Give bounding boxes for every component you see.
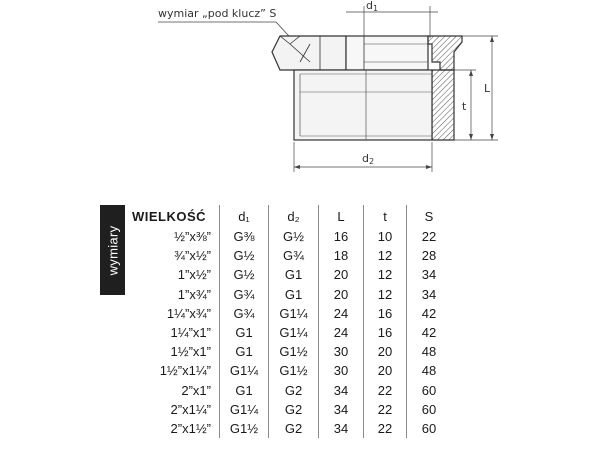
- hex-head-left: [272, 36, 346, 70]
- d2-label: d2: [362, 152, 375, 166]
- cell-d1: G1: [220, 381, 269, 400]
- cell-d2: G2: [269, 381, 319, 400]
- cell-s: 60: [421, 420, 437, 436]
- cell-d1: G1: [220, 323, 269, 342]
- side-tab-label: wymiary: [105, 225, 121, 275]
- header-d1: d₁: [220, 205, 269, 227]
- cell-t: 10: [364, 227, 407, 246]
- table-row: [128, 381, 451, 400]
- table-row: [128, 323, 451, 342]
- header-s: S: [424, 208, 434, 224]
- table-row: [128, 361, 451, 380]
- cell-s: 22: [421, 229, 437, 245]
- cell-l: 16: [319, 227, 364, 246]
- cell-l: 34: [319, 400, 364, 419]
- cell-t: 22: [364, 419, 407, 438]
- cell-d1: G1¼: [220, 400, 269, 419]
- cell-size: 1¼”x¾”: [128, 304, 220, 323]
- cell-t: 12: [364, 265, 407, 284]
- table-body: [128, 227, 451, 438]
- table-row: [128, 304, 451, 323]
- cell-size: 1½”x1”: [128, 342, 220, 361]
- L-arrow-bottom: [490, 134, 494, 140]
- cell-d2: G½: [269, 227, 319, 246]
- table-row: [128, 227, 451, 246]
- cell-d1: G¾: [220, 304, 269, 323]
- cell-s: 48: [421, 363, 437, 379]
- cell-d2: G1½: [269, 361, 319, 380]
- cell-d2: G1: [269, 285, 319, 304]
- table-row: [128, 246, 451, 265]
- d1-label: d1: [366, 0, 379, 13]
- cell-size: 1”x½”: [128, 265, 220, 284]
- cell-d1: G⅜: [220, 227, 269, 246]
- cell-l: 20: [319, 265, 364, 284]
- t-arrow-bottom: [469, 134, 473, 140]
- cell-d1: G1½: [220, 419, 269, 438]
- cell-l: 20: [319, 285, 364, 304]
- cell-d2: G2: [269, 400, 319, 419]
- table-header-row: [128, 205, 451, 227]
- L-arrow-top: [490, 36, 494, 42]
- cell-t: 20: [364, 342, 407, 361]
- cell-t: 16: [364, 304, 407, 323]
- cell-size: 2”x1”: [128, 381, 220, 400]
- t-arrow-top: [469, 70, 473, 76]
- cell-t: 16: [364, 323, 407, 342]
- cell-l: 34: [319, 381, 364, 400]
- cell-t: 20: [364, 361, 407, 380]
- cell-s: 28: [421, 248, 437, 264]
- cell-t: 22: [364, 381, 407, 400]
- cell-size: 2”x1¼”: [128, 400, 220, 419]
- cell-s: 34: [421, 267, 437, 283]
- table-row: [128, 265, 451, 284]
- cell-l: 30: [319, 361, 364, 380]
- cell-l: 34: [319, 419, 364, 438]
- side-tab: [100, 205, 125, 295]
- header-l: L: [319, 205, 364, 227]
- cell-t: 22: [364, 400, 407, 419]
- cell-d2: G¾: [269, 246, 319, 265]
- cell-size: ¾”x½”: [128, 246, 220, 265]
- t-label: t: [462, 100, 467, 113]
- threaded-body: [294, 70, 432, 140]
- table-row: [128, 285, 451, 304]
- cell-d1: G1¼: [220, 361, 269, 380]
- cell-s: 42: [421, 325, 437, 341]
- cell-d1: G½: [220, 265, 269, 284]
- cell-s: 60: [421, 401, 437, 417]
- table-row: [128, 400, 451, 419]
- cell-l: 30: [319, 342, 364, 361]
- cell-size: ½”x⅜”: [128, 227, 220, 246]
- d2-arrow-right: [426, 165, 432, 169]
- cell-l: 24: [319, 304, 364, 323]
- cell-d2: G1: [269, 265, 319, 284]
- table-row: [128, 419, 451, 438]
- header-t: t: [364, 205, 407, 227]
- header-size: WIELKOŚĆ: [128, 205, 220, 227]
- cell-s: 48: [421, 344, 437, 360]
- header-d2: d₂: [269, 205, 319, 227]
- cell-t: 12: [364, 285, 407, 304]
- hex-head-body: [346, 36, 428, 70]
- specs-table: [128, 205, 451, 438]
- cell-size: 2”x1½”: [128, 419, 220, 438]
- cell-l: 24: [319, 323, 364, 342]
- cell-d1: G1: [220, 342, 269, 361]
- cell-d1: G¾: [220, 285, 269, 304]
- cell-d2: G1½: [269, 342, 319, 361]
- wrench-size-label: wymiar „pod klucz” S: [158, 7, 277, 20]
- cell-l: 18: [319, 246, 364, 265]
- cell-size: 1”x¾”: [128, 285, 220, 304]
- cell-t: 12: [364, 246, 407, 265]
- section-lower: [432, 70, 454, 140]
- cell-size: 1½”x1¼”: [128, 361, 220, 380]
- cell-d1: G½: [220, 246, 269, 265]
- table-row: [128, 342, 451, 361]
- cell-d2: G1¼: [269, 304, 319, 323]
- technical-drawing: [0, 0, 600, 180]
- cell-s: 42: [421, 305, 437, 321]
- section-upper: [428, 36, 462, 70]
- cell-d2: G1¼: [269, 323, 319, 342]
- cell-size: 1¼”x1”: [128, 323, 220, 342]
- cell-s: 60: [421, 382, 437, 398]
- L-label: L: [484, 82, 491, 95]
- cell-s: 34: [421, 286, 437, 302]
- d2-arrow-left: [294, 165, 300, 169]
- cell-d2: G2: [269, 419, 319, 438]
